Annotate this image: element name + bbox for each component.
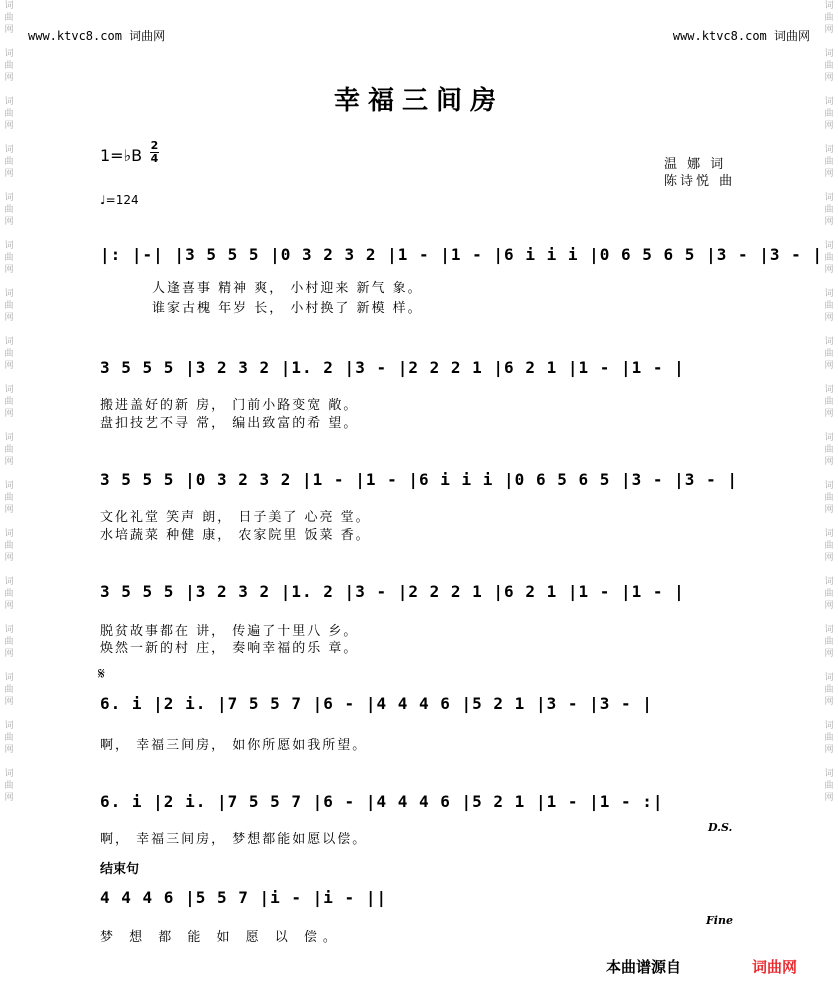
ending-label: 结束句: [100, 862, 140, 877]
source-site: 词曲网: [752, 958, 798, 976]
notation-line: 3 5 5 5 |3 2 3 2 |1. 2 |3 - |2 2 2 1 |6 2 1 |1 - |1 - |: [100, 582, 685, 601]
lyric-line: 啊， 幸福三间房， 如你所愿如我所望。: [100, 738, 368, 753]
lyric-line: 梦 想 都 能 如 愿 以 偿。: [100, 930, 342, 945]
notation-line: 4 4 4 6 |5 5 7 |i - |i - ||: [100, 888, 388, 907]
song-title: 幸福三间房: [333, 86, 504, 116]
notation-line: 6. i |2 i. |7 5 5 7 |6 - |4 4 4 6 |5 2 1 |3 - |3 - |: [100, 694, 653, 713]
lyric-verse-2: 盘扣技艺不寻 常， 编出致富的希 望。: [100, 416, 359, 431]
notation-line: 6. i |2 i. |7 5 5 7 |6 - |4 4 4 6 |5 2 1 |1 - |1 - :|: [100, 792, 664, 811]
side-watermark-left: 词 曲 网 词 曲 网 词 曲 网 词 曲 网 词 曲 网 词 曲 网 词 曲 网 词 曲 网 词 曲 网 词 曲 网 词 曲 网 词 曲 网 词 曲 网 词 曲 网 词 曲 网 词 曲 网 词 曲 网: [4, 1, 14, 803]
time-signature: $\frac{2}{4}$: [150, 139, 159, 165]
lyric-verse-2: 水培蔬菜 种健 康， 农家院里 饭菜 香。: [100, 528, 371, 543]
side-watermark-right: 词 曲 网 词 曲 网 词 曲 网 词 曲 网 词 曲 网 词 曲 网 词 曲 网 词 曲 网 词 曲 网 词 曲 网 词 曲 网 词 曲 网 词 曲 网 词 曲 网 词 曲 网 词 曲 网 词 曲 网: [824, 1, 834, 803]
lyricist-credit: 温 娜 词: [664, 157, 727, 172]
lyric-verse-2: 谁家古槐 年岁 长， 小村换了 新模 样。: [152, 301, 423, 316]
composer-credit: 陈诗悦 曲: [664, 174, 736, 189]
lyric-verse-2: 焕然一新的村 庄， 奏响幸福的乐 章。: [100, 641, 359, 656]
notation-line: 3 5 5 5 |3 2 3 2 |1. 2 |3 - |2 2 2 1 |6 2 1 |1 - |1 - |: [100, 358, 685, 377]
site-watermark-right: www.ktvc8.com 词曲网: [672, 29, 810, 43]
lyric-line: 啊， 幸福三间房， 梦想都能如愿以偿。: [100, 832, 368, 847]
lyric-verse-1: 人逢喜事 精神 爽， 小村迎来 新气 象。: [152, 281, 423, 296]
lyric-verse-1: 文化礼堂 笑声 朗， 日子美了 心亮 堂。: [100, 510, 371, 525]
segno-sign: 𝄋: [98, 664, 105, 683]
site-watermark-left: www.ktvc8.com 词曲网: [28, 29, 166, 43]
source-text: 本曲谱源自: [606, 958, 682, 976]
lyric-verse-1: 搬进盖好的新 房， 门前小路变宽 敞。: [100, 398, 359, 413]
key-signature: 1=♭B: [100, 146, 143, 165]
ds-marking: D.S.: [708, 821, 733, 834]
tempo-marking: ♩=124: [100, 193, 139, 207]
lyric-verse-1: 脱贫故事都在 讲， 传遍了十里八 乡。: [100, 624, 359, 639]
fine-marking: Fine: [706, 914, 733, 927]
notation-line: 3 5 5 5 |0 3 2 3 2 |1 - |1 - |6 i i i |0 6 5 6 5 |3 - |3 - |: [100, 470, 738, 489]
notation-line: |: |-| |3 5 5 5 |0 3 2 3 2 |1 - |1 - |6 i i i |0 6 5 6 5 |3 - |3 - |: [100, 245, 824, 264]
